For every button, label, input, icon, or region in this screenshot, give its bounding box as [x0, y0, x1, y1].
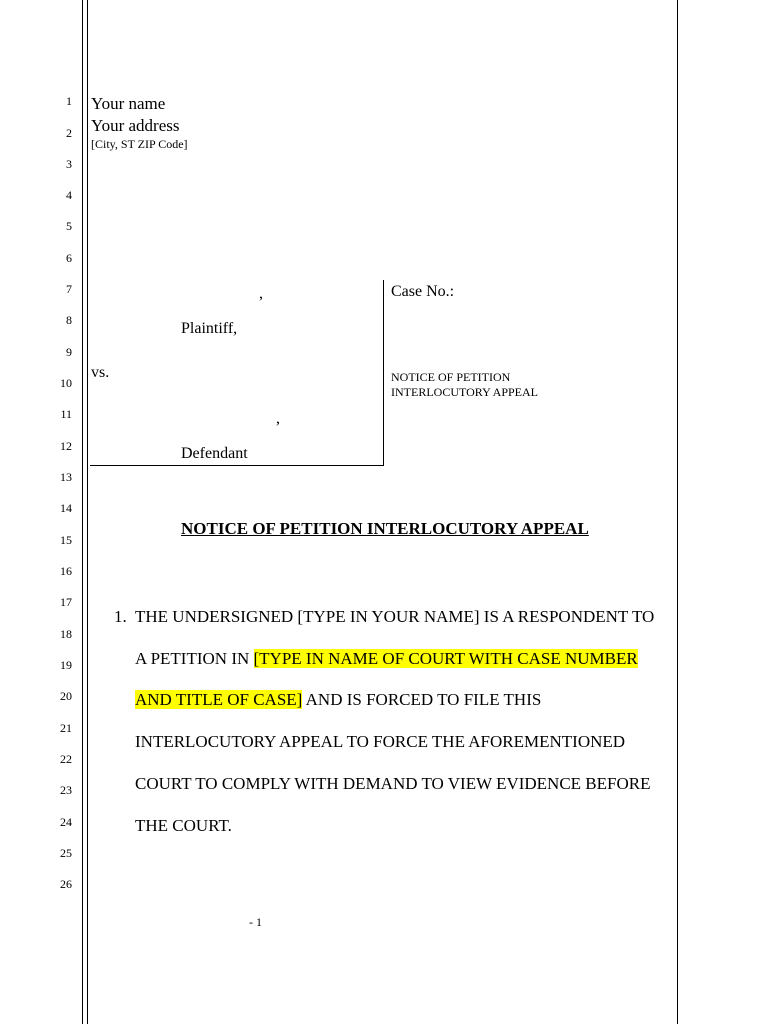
- line-number: 24: [60, 815, 72, 829]
- line-number: 19: [60, 658, 72, 672]
- city-state-zip: [City, ST ZIP Code]: [91, 137, 188, 151]
- line-number: 8: [66, 313, 72, 327]
- line-number: 10: [60, 376, 72, 390]
- line-number-column: [0, 0, 80, 1024]
- line-number: 21: [60, 721, 72, 735]
- paragraph-line-3-text: AND IS FORCED TO FILE THIS: [302, 690, 542, 709]
- line-number: 23: [60, 783, 72, 797]
- paragraph-line-5: COURT TO COMPLY WITH DEMAND TO VIEW EVIDENCE BEFORE: [135, 774, 651, 793]
- line-number: 26: [60, 877, 72, 891]
- line-number: 25: [60, 846, 72, 860]
- document-title: NOTICE OF PETITION INTERLOCUTORY APPEAL: [181, 519, 589, 538]
- line-number: 11: [60, 407, 72, 421]
- paragraph-line-2: [135, 649, 638, 669]
- paragraph-number: 1.: [114, 607, 127, 626]
- line-number: 9: [66, 345, 72, 359]
- defendant-label: Defendant: [181, 445, 248, 462]
- paragraph-line-1: THE UNDERSIGNED [TYPE IN YOUR NAME] IS A RESPONDENT TO: [135, 607, 655, 626]
- left-margin-rule-inner: [87, 0, 88, 1024]
- right-margin-rule: [677, 0, 678, 1024]
- caption-vertical-rule: [383, 280, 384, 466]
- plaintiff-label: Plaintiff,: [181, 320, 238, 337]
- paragraph-line-3: [135, 690, 541, 710]
- line-number: 2: [66, 126, 72, 140]
- highlighted-placeholder: [TYPE IN NAME OF COURT WITH CASE NUMBER: [253, 649, 638, 668]
- paragraph-line-2-text: A PETITION IN: [135, 649, 254, 668]
- line-number: 16: [60, 564, 72, 578]
- line-number: 14: [60, 501, 72, 515]
- highlighted-placeholder: AND TITLE OF CASE]: [135, 690, 303, 709]
- paragraph-line-6: THE COURT.: [135, 816, 232, 835]
- line-number: 18: [60, 627, 72, 641]
- line-number: 3: [66, 157, 72, 171]
- line-number: 1: [66, 94, 72, 108]
- versus-label: vs.: [91, 364, 110, 381]
- plaintiff-name-comma: ,: [259, 285, 263, 302]
- line-number: 13: [60, 470, 72, 484]
- your-address: Your address: [91, 116, 180, 135]
- line-number: 12: [60, 439, 72, 453]
- line-number: 17: [60, 595, 72, 609]
- line-number: 7: [66, 282, 72, 296]
- defendant-name-comma: ,: [276, 410, 280, 427]
- paragraph-line-4: INTERLOCUTORY APPEAL TO FORCE THE AFOREMENTIONED: [135, 732, 626, 751]
- line-number: 6: [66, 251, 72, 265]
- document-type-line-1: NOTICE OF PETITION: [391, 370, 511, 384]
- line-number: 4: [66, 188, 72, 202]
- page-number: - 1: [249, 915, 262, 929]
- left-margin-rule-outer: [82, 0, 83, 1024]
- line-number: 22: [60, 752, 72, 766]
- line-number: 5: [66, 219, 72, 233]
- case-number-label: Case No.:: [391, 283, 455, 300]
- document-type-line-2: INTERLOCUTORY APPEAL: [391, 385, 539, 399]
- line-number: 20: [60, 689, 72, 703]
- your-name: Your name: [91, 94, 166, 113]
- caption-horizontal-rule: [90, 465, 384, 466]
- line-number: 15: [60, 533, 72, 547]
